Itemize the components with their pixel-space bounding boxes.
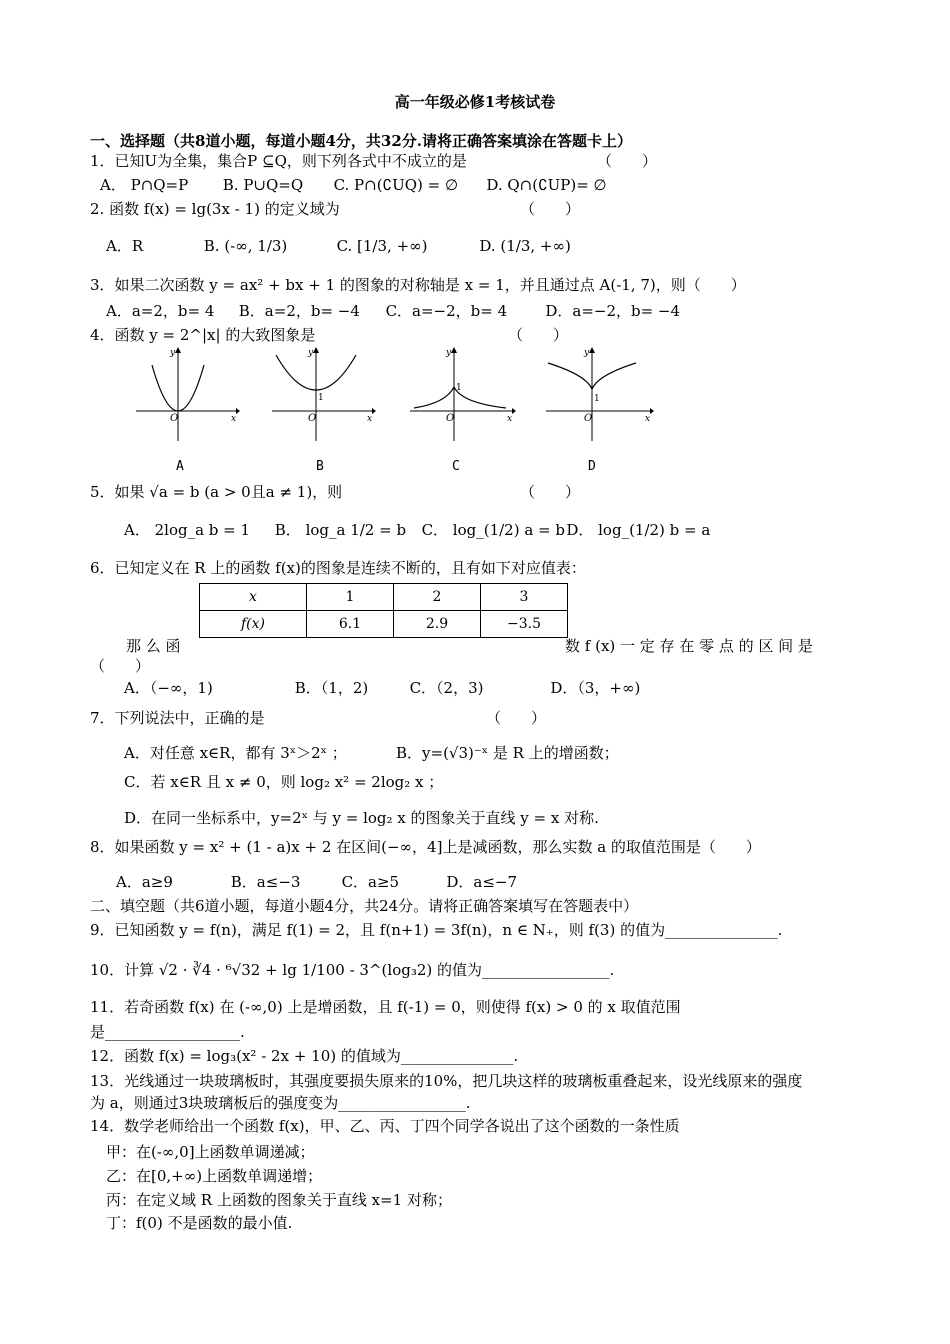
svg-text:x: x [645,414,651,424]
graph-c [406,345,516,445]
question-2-stem: 2. 函数 f(x) = lg(3x - 1) 的定义域为 [90,200,340,218]
q5-option-a: A． 2log_a b = 1 [124,521,251,539]
svg-text:1: 1 [594,394,600,404]
question-10: 10．计算 √2 · ∛4 · ⁶√32 + lg 1/100 - 3^(log₃2) 的值为_________________. [90,961,615,979]
question-8-options [116,872,860,892]
svg-text:x: x [231,414,237,424]
q14-statement-ding: 丁：f(0) 不是函数的最小值. [106,1214,293,1232]
graph-d [542,345,654,445]
q3-option-c: C．a=−2，b= 4 [385,302,508,320]
q2-option-a: A．R [106,237,144,255]
q3-option-d: D．a=−2，b= −4 [545,302,681,320]
page-title: 高一年级必修1考核试卷 [394,93,556,111]
svg-text:y: y [446,348,452,358]
q1-option-a: A． P∩Q=P [100,176,189,194]
q5-option-d: D． log_(1/2) b = a [566,521,711,539]
question-6-tail-right: 数 f (x) 一 定 存 在 零 点 的 区 间 是 [565,637,813,655]
question-11-line-1: 11．若奇函数 f(x) 在 (-∞,0) 上是增函数，且 f(-1) = 0，则使得 f(x) > 0 的 x 取值范围 [90,998,681,1016]
graph-a-label: A [176,459,184,474]
q8-option-d: D．a≤−7 [446,873,517,891]
question-1-options [100,175,860,195]
question-2-answer-paren: （ ） [520,200,581,218]
svg-text:x: x [507,414,513,424]
q14-statement-bing: 丙：在定义域 R 上函数的图象关于直线 x=1 对称； [106,1191,452,1209]
q5-option-b: B． log_a 1/2 = b [274,521,407,539]
q6-option-b: B．（1，2) [294,679,369,697]
graph-a [132,345,240,445]
question-7-answer-paren: （ ） [486,709,547,727]
svg-text:y: y [584,348,590,358]
q7-option-d: D．在同一坐标系中，y=2ˣ 与 y = log₂ x 的图象关于直线 y = x 对称. [124,809,599,827]
table-cell: 1 [307,584,394,611]
question-3-options [106,301,860,321]
q8-option-b: B．a≤−3 [230,873,301,891]
q5-option-c: C． log_(1/2) a = b [421,521,566,539]
question-7-stem: 7．下列说法中，正确的是 [90,709,265,727]
q7-option-c: C．若 x∈R 且 x ≠ 0，则 log₂ x² = 2log₂ x ； [124,773,444,791]
graph-b-label: B [316,459,324,474]
table-cell: 3 [481,584,568,611]
q6-option-a: A．（−∞，1) [124,679,213,697]
svg-text:y: y [170,348,176,358]
q1-option-b: B. P∪Q=Q [222,176,304,194]
question-6-tail-left: 那 么 函 [126,637,181,655]
question-8-stem: 8．如果函数 y = x² + (1 - a)x + 2 在区间(−∞，4]上是减函数，那么实数 a 的取值范围是（ ） [90,838,761,856]
svg-text:1: 1 [456,383,462,393]
question-14-stem: 14．数学老师给出一个函数 f(x)，甲、乙、丙、丁四个同学各说出了这个函数的一条性质 [90,1117,680,1135]
table-cell: x [200,584,307,611]
question-11-line-2: 是__________________. [90,1023,245,1041]
q8-option-c: C．a≥5 [341,873,400,891]
question-13-line-1: 13．光线通过一块玻璃板时，其强度要损失原来的10%，把几块这样的玻璃板重叠起来，设光线原来的强度 [90,1072,803,1090]
q3-option-a: A．a=2，b= 4 [106,302,215,320]
graph-d-label: D [588,459,596,474]
svg-text:x: x [367,414,373,424]
section-1-heading: 一、选择题（共8道小题，每道小题4分，共32分.请将正确答案填涂在答题卡上） [90,132,632,150]
q2-option-d: D. (1/3, +∞) [479,237,571,255]
question-1-stem: 1．已知U为全集，集合P ⊆Q，则下列各式中不成立的是 [90,152,467,170]
q7-option-b: B．y=(√3)⁻ˣ 是 R 上的增函数； [396,744,619,762]
question-1-answer-paren: （ ） [597,152,658,170]
question-2-options [106,236,860,256]
question-3-stem: 3．如果二次函数 y = ax² + bx + 1 的图象的对称轴是 x = 1，并且通过点 A(-1, 7)，则（ ） [90,276,746,294]
table-cell: 2.9 [394,611,481,638]
svg-text:O: O [446,413,455,424]
table-cell: 2 [394,584,481,611]
q7-option-a: A．对任意 x∈R，都有 3ˣ＞2ˣ ； [124,744,347,762]
q3-option-b: B．a=2，b= −4 [238,302,360,320]
table-cell: 6.1 [307,611,394,638]
question-9: 9．已知函数 y = f(n)，满足 f(1) = 2，且 f(n+1) = 3f(n)，n ∈ N₊，则 f(3) 的值为_______________. [90,921,783,939]
q2-option-b: B. (-∞, 1/3) [203,237,288,255]
q1-option-c: C. P∩(∁UQ) = ∅ [333,176,459,194]
table-row [200,611,568,638]
q1-option-d: D. Q∩(∁UP)= ∅ [486,176,607,194]
table-cell: −3.5 [481,611,568,638]
question-12: 12．函数 f(x) = log₃(x² - 2x + 10) 的值域为_______________. [90,1047,519,1065]
q2-option-c: C. [1/3, +∞) [336,237,428,255]
value-table [199,583,568,638]
question-6-stem: 6．已知定义在 R 上的函数 f(x)的图象是连续不断的，且有如下对应值表： [90,559,586,577]
svg-text:1: 1 [318,393,324,403]
section-2-heading: 二、填空题（共6道小题，每道小题4分，共24分。请将正确答案填写在答题表中） [90,897,639,915]
graph-b [268,345,376,445]
table-cell: f(x) [200,611,307,638]
question-13-line-2: 为 a，则通过3块玻璃板后的强度变为_________________. [90,1094,471,1112]
table-row [200,584,568,611]
svg-text:O: O [584,413,593,424]
svg-text:O: O [170,413,179,424]
question-6-answer-paren: （ ） [90,657,151,675]
question-5-answer-paren: （ ） [520,483,581,501]
question-4-stem: 4．函数 y = 2^|x| 的大致图象是 [90,326,316,344]
svg-text:O: O [308,413,317,424]
svg-text:y: y [308,348,314,358]
question-4-answer-paren: （ ） [508,326,569,344]
graph-c-label: C [452,459,460,474]
q6-option-c: C．（2，3) [409,679,484,697]
q8-option-a: A．a≥9 [116,873,173,891]
q14-statement-jia: 甲：在(-∞,0]上函数单调递减； [106,1143,315,1161]
question-6-options [124,678,860,698]
q6-option-d: D．（3，+∞) [550,679,641,697]
q14-statement-yi: 乙：在[0,+∞)上函数单调递增； [106,1167,323,1185]
question-5-options [124,520,860,540]
question-5-stem: 5．如果 √a = b (a > 0且a ≠ 1)，则 [90,483,343,501]
